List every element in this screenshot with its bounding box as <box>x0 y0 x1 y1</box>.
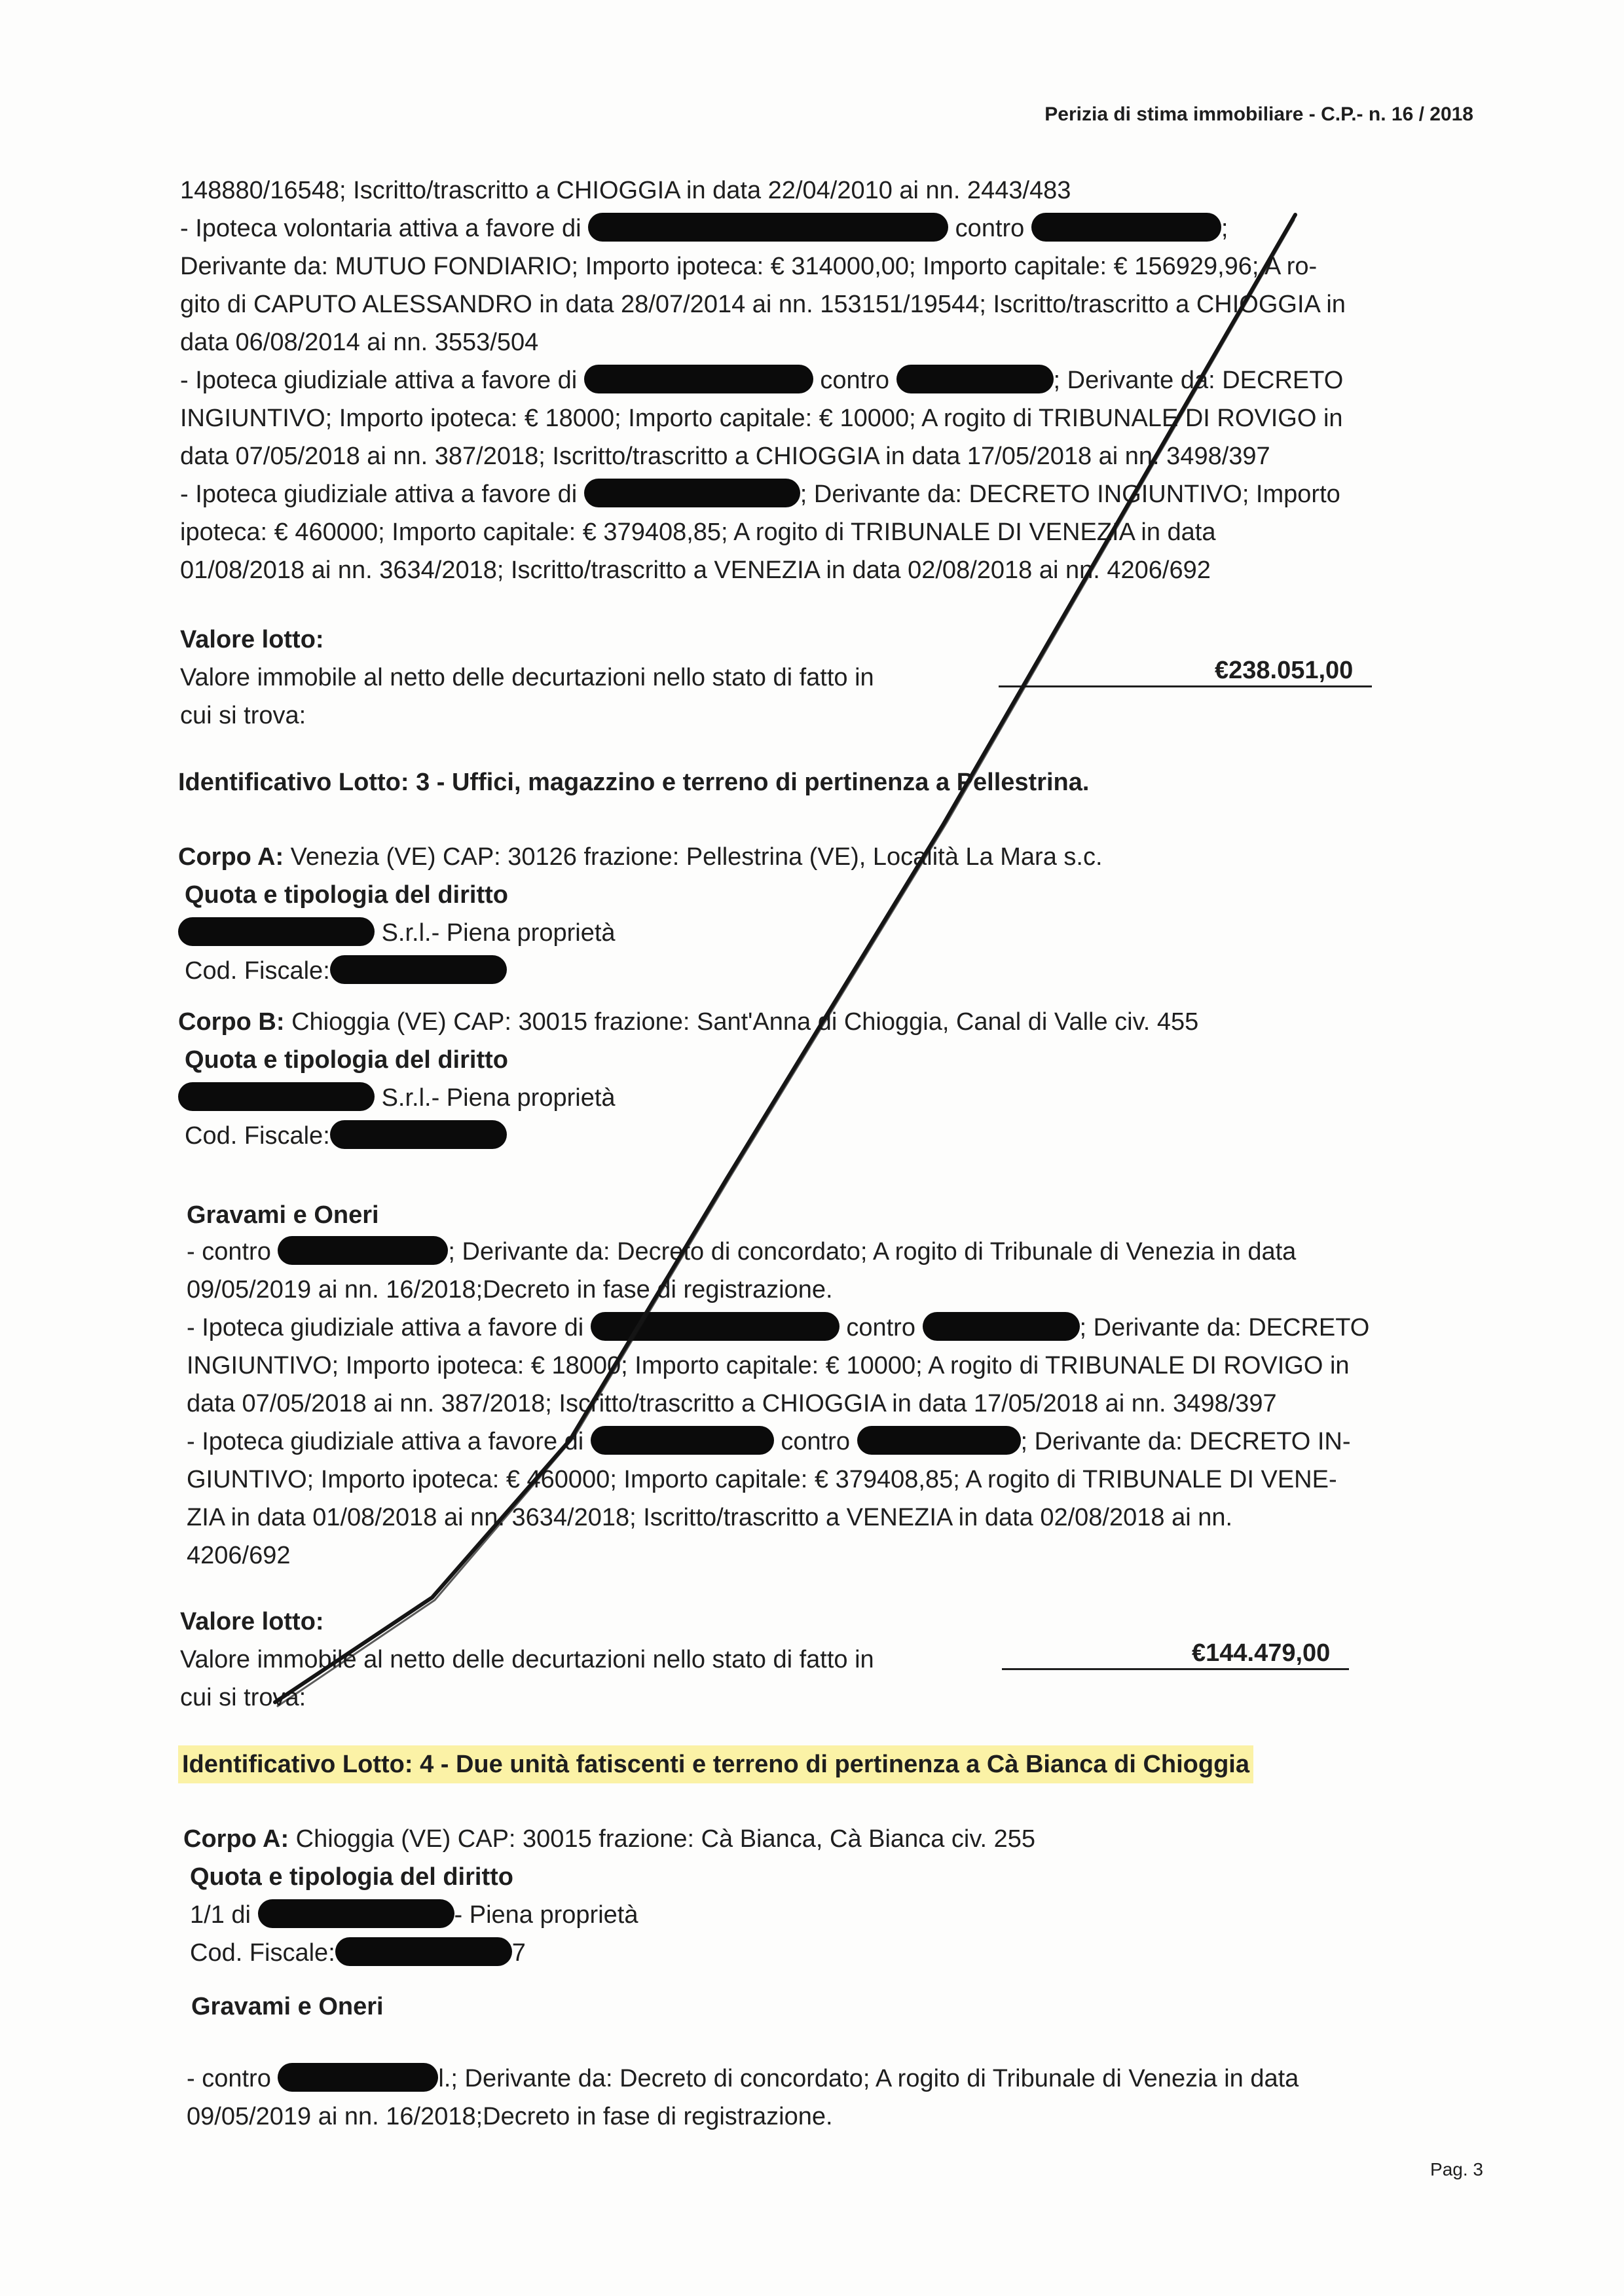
valore-amount: €238.051,00 <box>1215 657 1354 684</box>
line: Derivante da: MUTUO FONDIARIO; Importo ipoteca: € 314000,00; Importo capitale: € 156929,96; A ro- <box>180 253 1318 280</box>
owner-line: S.r.l.- Piena proprietà <box>178 1079 1198 1117</box>
lotto-title: Identificativo Lotto: 3 - Uffici, magazzino e terreno di pertinenza a Pellestrina. <box>178 769 1090 796</box>
owner-line: S.r.l.- Piena proprietà <box>178 914 1198 952</box>
page-number: Pag. 3 <box>1430 2159 1483 2179</box>
valore-line: cui si trova: <box>180 1684 306 1711</box>
cf-line: Cod. Fiscale: <box>178 952 1198 990</box>
lotto-title-highlighted: Identificativo Lotto: 4 - Due unità fatiscenti e terreno di pertinenza a Cà Bianca di Chioggia <box>178 1745 1253 1783</box>
line: - contro ; Derivante da: Decreto di concordato; A rogito di Tribunale di Venezia in data <box>187 1233 1369 1271</box>
quota-heading: Quota e tipologia del diritto <box>190 1863 513 1891</box>
line: 148880/16548; Iscritto/trascritto a CHIOGGIA in data 22/04/2010 ai nn. 2443/483 <box>180 177 1071 204</box>
owner-line: 1/1 di - Piena proprietà <box>183 1896 1035 1934</box>
corpo-line: Corpo A: Chioggia (VE) CAP: 30015 frazione: Cà Bianca, Cà Bianca civ. 255 <box>183 1825 1036 1853</box>
quota-heading: Quota e tipologia del diritto <box>185 1046 508 1074</box>
valore-heading: Valore lotto: <box>180 626 324 653</box>
line: - Ipoteca giudiziale attiva a favore di ; Derivante da: DECRETO INGIUNTIVO; Importo <box>180 475 1346 513</box>
line: ipoteca: € 460000; Importo capitale: € 379408,85; A rogito di TRIBUNALE DI VENEZIA in data <box>180 519 1216 546</box>
cf-line: Cod. Fiscale: 7 <box>183 1934 1035 1972</box>
line: - Ipoteca volontaria attiva a favore di contro ; <box>180 210 1346 247</box>
line: 4206/692 <box>187 1542 291 1569</box>
line: GIUNTIVO; Importo ipoteca: € 460000; Importo capitale: € 379408,85; A rogito di TRIBUNALE DI VENE- <box>187 1466 1337 1493</box>
line: - Ipoteca giudiziale attiva a favore di contro ; Derivante da: DECRETO <box>180 361 1346 399</box>
line: data 07/05/2018 ai nn. 387/2018; Iscritto/trascritto a CHIOGGIA in data 17/05/2018 ai nn. 3498/397 <box>180 443 1270 470</box>
page-header: Perizia di stima immobiliare - C.P.- n. 16 / 2018 <box>1044 103 1473 125</box>
line: - Ipoteca giudiziale attiva a favore di contro ; Derivante da: DECRETO IN- <box>187 1423 1369 1461</box>
line: - Ipoteca giudiziale attiva a favore di contro ; Derivante da: DECRETO <box>187 1309 1369 1347</box>
cf-line: Cod. Fiscale: <box>178 1117 1198 1155</box>
line: 09/05/2019 ai nn. 16/2018;Decreto in fase di registrazione. <box>187 2103 833 2130</box>
valore-amount: €144.479,00 <box>1192 1639 1331 1667</box>
line: 01/08/2018 ai nn. 3634/2018; Iscritto/trascritto a VENEZIA in data 02/08/2018 ai nn. 4206/692 <box>180 556 1211 584</box>
line: data 07/05/2018 ai nn. 387/2018; Iscritto/trascritto a CHIOGGIA in data 17/05/2018 ai nn. 3498/397 <box>187 1390 1277 1417</box>
gravami-heading: Gravami e Oneri <box>187 1201 379 1229</box>
line: - contro l.; Derivante da: Decreto di concordato; A rogito di Tribunale di Venezia in data <box>187 2060 1299 2098</box>
line: data 06/08/2014 ai nn. 3553/504 <box>180 329 539 356</box>
line: ZIA in data 01/08/2018 ai nn. 3634/2018; Iscritto/trascritto a VENEZIA in data 02/08/2018 ai nn. <box>187 1504 1233 1531</box>
valore-line: Valore immobile al netto delle decurtazioni nello stato di fatto in <box>180 664 874 691</box>
line: INGIUNTIVO; Importo ipoteca: € 18000; Importo capitale: € 10000; A rogito di TRIBUNALE DI ROVIGO in <box>180 405 1343 432</box>
line: INGIUNTIVO; Importo ipoteca: € 18000; Importo capitale: € 10000; A rogito di TRIBUNALE DI ROVIGO in <box>187 1352 1350 1379</box>
quota-heading: Quota e tipologia del diritto <box>185 881 508 909</box>
valore-line: Valore immobile al netto delle decurtazioni nello stato di fatto in <box>180 1646 874 1673</box>
corpo-line: Corpo A: Venezia (VE) CAP: 30126 frazione: Pellestrina (VE), Località La Mara s.c. <box>178 843 1103 871</box>
line: 09/05/2019 ai nn. 16/2018;Decreto in fase di registrazione. <box>187 1276 833 1303</box>
corpo-line: Corpo B: Chioggia (VE) CAP: 30015 frazione: Sant'Anna di Chioggia, Canal di Valle civ. 455 <box>178 1008 1199 1036</box>
valore-line: cui si trova: <box>180 702 306 729</box>
valore-heading: Valore lotto: <box>180 1608 324 1635</box>
line: gito di CAPUTO ALESSANDRO in data 28/07/2014 ai nn. 153151/19544; Iscritto/trascritto a CHIOGGIA in <box>180 291 1346 318</box>
gravami-heading: Gravami e Oneri <box>191 1993 384 2020</box>
